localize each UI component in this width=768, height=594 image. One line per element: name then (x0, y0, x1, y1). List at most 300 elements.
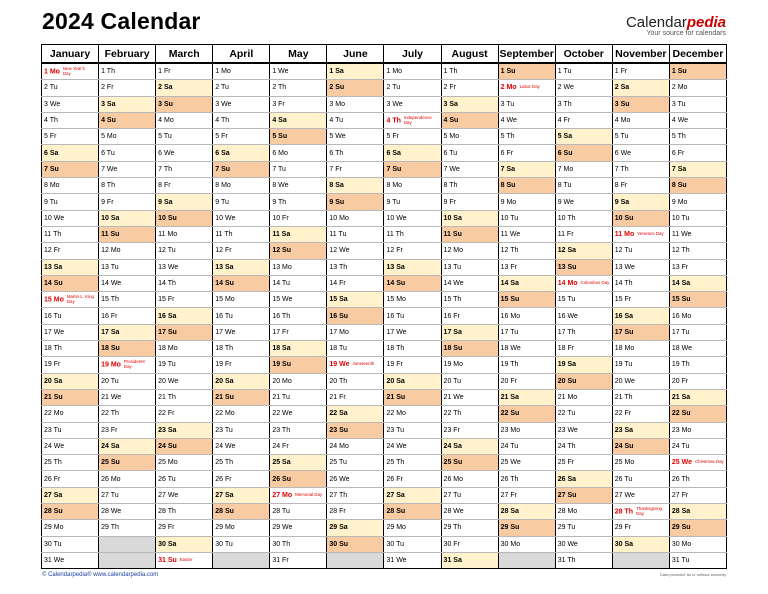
day-number: 25 Th (386, 459, 405, 467)
weekday-label: Fr (167, 296, 175, 304)
day-number: 17 We (215, 328, 236, 336)
day-number: 12 Th (500, 247, 519, 255)
day-number: 28 We (101, 508, 122, 516)
day-cell (441, 63, 498, 80)
day-number: 16 Tu (215, 312, 233, 320)
weekday-label: We (282, 524, 293, 532)
weekday-label: Su (620, 100, 630, 108)
day-number: 31 Fr (272, 557, 289, 565)
day-cell (384, 373, 441, 389)
day-number: 8 Mo (215, 182, 231, 190)
day-number: 10 We (215, 214, 236, 222)
weekday-label: Mo (49, 182, 60, 190)
day-cell (384, 455, 441, 471)
day-number: 6 We (158, 149, 175, 157)
day-cell (156, 210, 213, 226)
weekday-label: Th (453, 296, 462, 304)
day-number: 25 Su (101, 459, 120, 467)
day-cell (213, 178, 270, 194)
weekday-label: Mo (392, 68, 403, 76)
day-cell (99, 63, 156, 80)
day-cell (156, 389, 213, 405)
day-number: 19 Tu (614, 361, 633, 369)
weekday-label: Fr (224, 361, 232, 369)
weekday-label: Su (506, 68, 516, 76)
day-cell (441, 243, 498, 259)
weekday-label: Mo (681, 312, 692, 320)
day-cell (384, 536, 441, 552)
day-number: 27 Tu (101, 491, 119, 499)
weekday-label: Mo (620, 117, 631, 125)
day-cell (669, 504, 726, 520)
day-cell (327, 275, 384, 291)
day-cell (498, 406, 555, 422)
weekday-label: Tu (681, 328, 690, 336)
weekday-label: We (681, 345, 692, 353)
day-cell (441, 178, 498, 194)
day-cell (42, 471, 99, 487)
weekday-label: Tu (677, 100, 686, 108)
day-cell (270, 292, 327, 308)
weekday-label: Tu (220, 198, 229, 206)
weekday-label: Th (624, 394, 633, 402)
day-cell (669, 96, 726, 112)
day-cell (213, 422, 270, 438)
day-cell (270, 145, 327, 161)
day-number: 23 Mo (500, 426, 521, 434)
weekday-label: Tu (281, 280, 290, 287)
weekday-label: Mo (396, 524, 406, 532)
empty-cell (99, 552, 156, 568)
day-number: 7 Tu (272, 165, 286, 173)
day-number: 14 Sa (500, 280, 519, 287)
day-number: 15 Mo (44, 296, 64, 304)
day-cell (669, 438, 726, 454)
weekday-label: Mo (677, 198, 688, 206)
weekday-label: Sa (681, 508, 691, 516)
day-number: 8 Su (671, 182, 687, 190)
day-number: 27 Tu (443, 491, 462, 499)
weekday-label: We (49, 100, 61, 108)
day-number: 16 Su (329, 312, 349, 320)
day-cell (213, 129, 270, 145)
weekday-label: Th (110, 524, 119, 532)
day-number: 16 Tu (44, 312, 62, 320)
day-cell (441, 373, 498, 389)
day-cell (555, 112, 612, 128)
month-header: January (42, 45, 99, 64)
weekday-label: Th (106, 182, 115, 190)
weekday-label: Th (278, 84, 287, 92)
day-number: 9 Sa (158, 198, 173, 206)
weekday-label: Sa (335, 182, 344, 190)
day-number: 18 Th (215, 345, 234, 353)
day-cell (327, 520, 384, 536)
day-number: 5 Tu (614, 133, 629, 141)
weekday-label: Fr (681, 491, 689, 499)
day-number: 6 Sa (215, 149, 230, 157)
day-number: 30 Mo (500, 540, 521, 548)
weekday-label: We (110, 394, 122, 402)
day-number: 24 Fr (272, 442, 289, 450)
empty-cell (498, 552, 555, 568)
day-cell (555, 210, 612, 226)
day-number: 18 Mo (614, 345, 635, 353)
weekday-label: Sa (620, 198, 630, 206)
weekday-label: Th (281, 540, 291, 548)
weekday-label: Th (110, 296, 119, 304)
day-cell (612, 536, 669, 552)
day-number: 23 Mo (671, 426, 692, 434)
day-cell (555, 324, 612, 340)
day-number: 4 Fr (557, 117, 571, 125)
day-number: 13 Th (329, 263, 348, 271)
weekday-label: Th (449, 182, 458, 190)
day-number: 5 Fr (44, 133, 57, 141)
brand-logo[interactable] (626, 15, 726, 38)
weekday-label: Mo (110, 361, 121, 369)
holiday-cell (99, 357, 156, 373)
weekday-label: Fr (396, 475, 403, 483)
day-cell (441, 96, 498, 112)
weekday-label: Fr (563, 117, 571, 125)
day-cell (669, 389, 726, 405)
weekday-label: Su (53, 394, 63, 402)
day-number: 17 Tu (500, 328, 519, 336)
weekday-label: Tu (338, 231, 347, 239)
day-number: 17 Sa (443, 328, 462, 336)
weekday-label: We (677, 117, 689, 125)
weekday-label: Mo (164, 117, 174, 125)
weekday-label: Su (282, 247, 291, 255)
day-number: 30 Tu (386, 540, 404, 548)
weekday-label: Fr (164, 182, 171, 190)
day-number: 5 Th (671, 133, 686, 141)
day-row (42, 161, 727, 177)
day-number: 24 Su (614, 442, 634, 450)
weekday-label: Tu (281, 508, 290, 516)
day-number: 31 Th (557, 557, 576, 565)
day-number: 26 Tu (614, 475, 633, 483)
footer-copyright[interactable]: © Calendarpedia® www.calendarpedia.com (42, 572, 159, 578)
weekday-label: Th (449, 68, 458, 76)
day-number: 8 Th (443, 182, 458, 190)
weekday-label: Th (681, 361, 690, 369)
day-number: 6 Sa (44, 149, 59, 157)
day-row (42, 243, 727, 259)
day-number: 9 We (557, 198, 574, 206)
weekday-label: Fr (53, 475, 61, 483)
day-cell (327, 210, 384, 226)
weekday-label: Fr (567, 345, 575, 353)
weekday-label: Mo (681, 540, 692, 548)
day-cell (213, 455, 270, 471)
weekday-label: Fr (224, 247, 232, 255)
weekday-label: Tu (224, 540, 233, 548)
day-number: 13 We (158, 263, 179, 271)
weekday-label: Su (282, 361, 291, 369)
day-cell (156, 292, 213, 308)
day-number: 28 Sa (500, 508, 519, 516)
day-cell (99, 243, 156, 259)
day-number: 6 We (614, 149, 631, 157)
month-header: July (384, 45, 441, 64)
day-row (42, 259, 727, 275)
weekday-label: Sa (49, 149, 59, 157)
day-cell (441, 389, 498, 405)
weekday-label: We (567, 426, 578, 434)
day-cell (99, 178, 156, 194)
day-cell (669, 357, 726, 373)
day-number: 24 Tu (500, 442, 519, 450)
day-cell (156, 226, 213, 242)
day-number: 22 Su (671, 410, 691, 418)
weekday-label: Fr (53, 361, 61, 369)
weekday-label: Su (681, 524, 691, 532)
weekday-label: Tu (681, 214, 690, 222)
weekday-label: Fr (339, 394, 346, 402)
day-cell (99, 80, 156, 96)
holiday-cell (42, 63, 99, 80)
weekday-label: Mo (510, 312, 521, 320)
day-number: 2 Tu (44, 84, 58, 92)
day-number: 22 We (272, 410, 293, 418)
day-cell (327, 259, 384, 275)
day-row (42, 324, 727, 340)
day-number: 21 We (443, 394, 464, 402)
day-number: 6 Mo (272, 149, 288, 157)
day-cell (669, 178, 726, 194)
day-cell (99, 455, 156, 471)
day-number: 19 Fr (44, 361, 61, 369)
day-number: 20 Fr (500, 377, 517, 385)
weekday-label: Tu (224, 426, 233, 434)
day-number: 15 Su (671, 296, 691, 304)
weekday-label: Tu (110, 263, 119, 271)
day-cell (156, 536, 213, 552)
day-cell (441, 145, 498, 161)
weekday-label: Su (339, 312, 349, 320)
day-cell (270, 504, 327, 520)
weekday-label: Th (563, 100, 572, 108)
weekday-label: Fr (506, 149, 514, 157)
day-cell (156, 438, 213, 454)
day-number: 15 Mo (386, 296, 406, 304)
day-cell (384, 178, 441, 194)
day-number: 17 We (386, 328, 407, 336)
day-cell (555, 504, 612, 520)
day-cell (555, 129, 612, 145)
day-cell (441, 210, 498, 226)
day-cell (669, 63, 726, 80)
weekday-label: Sa (339, 410, 348, 418)
weekday-label: Mo (392, 182, 403, 190)
weekday-label: Th (681, 247, 690, 255)
day-cell (42, 536, 99, 552)
day-cell (555, 520, 612, 536)
day-number: 19 Th (500, 361, 519, 369)
weekday-label: Su (563, 149, 573, 157)
day-number: 7 Sa (671, 165, 687, 173)
day-cell (555, 96, 612, 112)
holiday-name: Labor Day (519, 84, 540, 90)
day-number: 3 Th (557, 100, 572, 108)
day-cell (270, 243, 327, 259)
day-number: 30 Mo (671, 540, 692, 548)
day-cell (213, 259, 270, 275)
day-cell (99, 406, 156, 422)
day-cell (42, 129, 99, 145)
weekday-label: Tu (567, 410, 576, 418)
day-cell (555, 243, 612, 259)
day-cell (99, 129, 156, 145)
day-number: 1 Sa (329, 68, 344, 76)
month-header: February (99, 45, 156, 64)
weekday-label: Th (396, 459, 405, 467)
footer-disclaimer: Data provided 'as is' without warranty (659, 572, 726, 577)
day-row (42, 275, 727, 291)
day-number: 5 Mo (443, 133, 460, 141)
day-cell (498, 194, 555, 210)
day-number: 31 Sa (443, 557, 462, 565)
weekday-label: Sa (167, 540, 177, 548)
day-cell (384, 63, 441, 80)
day-number: 26 Su (272, 475, 291, 483)
weekday-label: Mo (453, 475, 464, 483)
weekday-label: Tu (453, 263, 462, 271)
day-number: 24 We (215, 442, 236, 450)
day-number: 5 Mo (101, 133, 117, 141)
day-number: 26 We (329, 475, 350, 483)
day-number: 19 Mo (101, 361, 121, 369)
day-cell (612, 275, 669, 291)
day-cell (384, 438, 441, 454)
weekday-label: Su (53, 280, 63, 287)
day-number: 4 Su (101, 117, 116, 125)
day-cell (42, 275, 99, 291)
day-number: 20 We (614, 377, 635, 385)
day-cell (213, 406, 270, 422)
day-number: 11 Th (215, 231, 233, 239)
day-number: 24 Mo (329, 442, 349, 450)
day-number: 20 Sa (44, 377, 63, 385)
day-number: 25 Th (44, 459, 62, 467)
weekday-label: Su (167, 214, 177, 222)
day-cell (384, 96, 441, 112)
day-cell (612, 194, 669, 210)
weekday-label: Mo (449, 133, 460, 141)
day-cell (498, 422, 555, 438)
weekday-label: Mo (167, 231, 178, 239)
day-cell (270, 520, 327, 536)
weekday-label: Su (110, 459, 120, 467)
weekday-label: Tu (453, 491, 462, 499)
weekday-label: Fr (221, 133, 228, 141)
day-cell (156, 145, 213, 161)
day-cell (498, 487, 555, 503)
day-number: 13 Su (557, 263, 577, 271)
weekday-label: Mo (282, 263, 292, 271)
day-number: 25 Su (443, 459, 463, 467)
day-cell (669, 243, 726, 259)
day-cell (156, 63, 213, 80)
day-row (42, 112, 727, 128)
day-number: 24 We (44, 442, 65, 450)
weekday-label: We (453, 508, 464, 516)
day-number: 17 Su (158, 328, 177, 336)
holiday-name: Columbus Day (580, 279, 610, 285)
weekday-label: Su (510, 524, 520, 532)
holiday-cell (327, 357, 384, 373)
weekday-label: Tu (110, 377, 119, 385)
weekday-label: Su (624, 214, 634, 222)
weekday-label: Tu (453, 377, 462, 385)
day-cell (213, 373, 270, 389)
day-number: 20 Sa (215, 377, 234, 385)
weekday-label: We (563, 84, 574, 92)
weekday-label: Sa (53, 491, 63, 499)
day-row (42, 552, 727, 568)
day-number: 1 Su (671, 68, 687, 76)
weekday-label: Mo (510, 540, 521, 548)
day-cell (441, 471, 498, 487)
day-number: 13 Fr (671, 263, 689, 271)
weekday-label: Su (624, 328, 634, 336)
day-number: 9 Tu (44, 198, 58, 206)
weekday-label: Fr (681, 377, 689, 385)
weekday-label: We (396, 557, 407, 565)
day-cell (156, 96, 213, 112)
weekday-label: We (53, 214, 65, 222)
weekday-label: Tu (681, 442, 690, 450)
day-cell (327, 145, 384, 161)
day-number: 21 Su (44, 394, 63, 402)
day-cell (327, 243, 384, 259)
day-row (42, 520, 727, 536)
month-header: June (327, 45, 384, 64)
day-number: 6 Fr (500, 149, 514, 157)
day-cell (42, 373, 99, 389)
day-cell (498, 178, 555, 194)
weekday-label: We (567, 312, 578, 320)
day-number: 9 Th (272, 198, 287, 206)
weekday-label: Fr (339, 280, 346, 287)
holiday-name: Independence Day (403, 114, 432, 125)
day-cell (384, 308, 441, 324)
day-cell (156, 243, 213, 259)
day-cell (156, 194, 213, 210)
day-number: 3 Su (614, 100, 630, 108)
day-number: 22 Mo (44, 410, 64, 418)
weekday-label: Tu (506, 100, 515, 108)
day-cell (213, 357, 270, 373)
day-cell (213, 341, 270, 357)
day-cell (555, 194, 612, 210)
day-cell (99, 520, 156, 536)
day-cell (99, 210, 156, 226)
day-number: 15 Fr (614, 296, 632, 304)
weekday-label: Sa (53, 263, 63, 271)
day-cell (612, 129, 669, 145)
weekday-label: Sa (510, 508, 519, 516)
day-number: 9 Tu (386, 198, 401, 206)
weekday-label: Fr (167, 410, 175, 418)
weekday-label: Sa (453, 557, 462, 565)
day-number: 1 We (272, 68, 289, 76)
day-number: 3 Sa (443, 100, 458, 108)
day-cell (612, 341, 669, 357)
weekday-label: Tu (396, 426, 404, 434)
